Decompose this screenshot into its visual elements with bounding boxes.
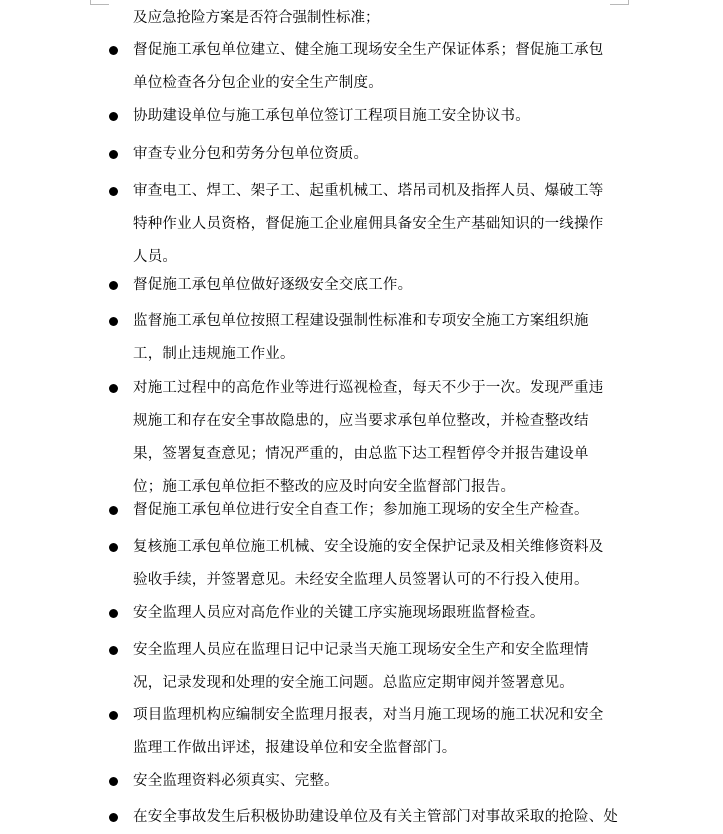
bullet-icon — [109, 281, 118, 290]
continued-paragraph-text: 及应急抢险方案是否符合强制性标准； — [133, 10, 380, 26]
bullet-item-text: 在安全事故发生后积极协助建设单位及有关主管部门对事故采取的抢险、处 — [133, 809, 619, 825]
bullet-item-text: 安全监理人员应对高危作业的关键工序实施现场跟班监督检查。 — [133, 605, 545, 621]
bullet-icon — [109, 46, 118, 55]
bullet-icon — [109, 777, 118, 786]
left-margin-corner-mark — [90, 0, 109, 5]
bullet-item-text: 安全监理资料必须真实、完整。 — [133, 773, 339, 789]
bullet-item-text: 复核施工承包单位施工机械、安全设施的安全保护记录及相关维修资料及验收手续，并签署意见。未经安全监理人员签署认可的不行投入使用。 — [133, 539, 604, 588]
bullet-icon — [109, 317, 118, 326]
bullet-item-text: 审查专业分包和劳务分包单位资质。 — [133, 146, 369, 162]
bullet-icon — [109, 813, 118, 822]
bullet-icon — [109, 506, 118, 515]
bullet-icon — [109, 646, 118, 655]
bullet-icon — [109, 384, 118, 393]
right-margin-corner-mark — [610, 0, 629, 5]
bullet-icon — [109, 609, 118, 618]
bullet-icon — [109, 711, 118, 720]
bullet-icon — [109, 543, 118, 552]
bullet-icon — [109, 112, 118, 121]
bullet-item-text: 督促施工承包单位进行安全自查工作；参加施工现场的安全生产检查。 — [133, 502, 589, 518]
bullet-item-text: 协助建设单位与施工承包单位签订工程项目施工安全协议书。 — [133, 108, 530, 124]
bullet-item-text: 审查电工、焊工、架子工、起重机械工、塔吊司机及指挥人员、爆破工等特种作业人员资格，督促施工企业雇佣具备安全生产基础知识的一线操作人员。 — [133, 183, 604, 265]
bullet-icon — [109, 187, 118, 196]
bullet-item-text: 监督施工承包单位按照工程建设强制性标准和专项安全施工方案组织施工，制止违规施工作业。 — [133, 313, 589, 362]
bullet-item-text: 督促施工承包单位做好逐级安全交底工作。 — [133, 277, 413, 293]
bullet-item-text: 督促施工承包单位建立、健全施工现场安全生产保证体系；督促施工承包单位检查各分包企业的安全生产制度。 — [133, 42, 604, 91]
bullet-item-text: 项目监理机构应编制安全监理月报表，对当月施工现场的施工状况和安全监理工作做出评述，报建设单位和安全监督部门。 — [133, 707, 604, 756]
bullet-item-text: 安全监理人员应在监理日记中记录当天施工现场安全生产和安全监理情况，记录发现和处理的安全施工问题。总监应定期审阅并签署意见。 — [133, 642, 589, 691]
bullet-item-text: 对施工过程中的高危作业等进行巡视检查，每天不少于一次。发现严重违规施工和存在安全事故隐患的，应当要求承包单位整改，并检查整改结果，签署复查意见；情况严重的，由总监下达工程暂停令并报告建设单位；施工承包单位拒不整改的应及时向安全监督部门报告。 — [133, 380, 604, 495]
bullet-icon — [109, 150, 118, 159]
